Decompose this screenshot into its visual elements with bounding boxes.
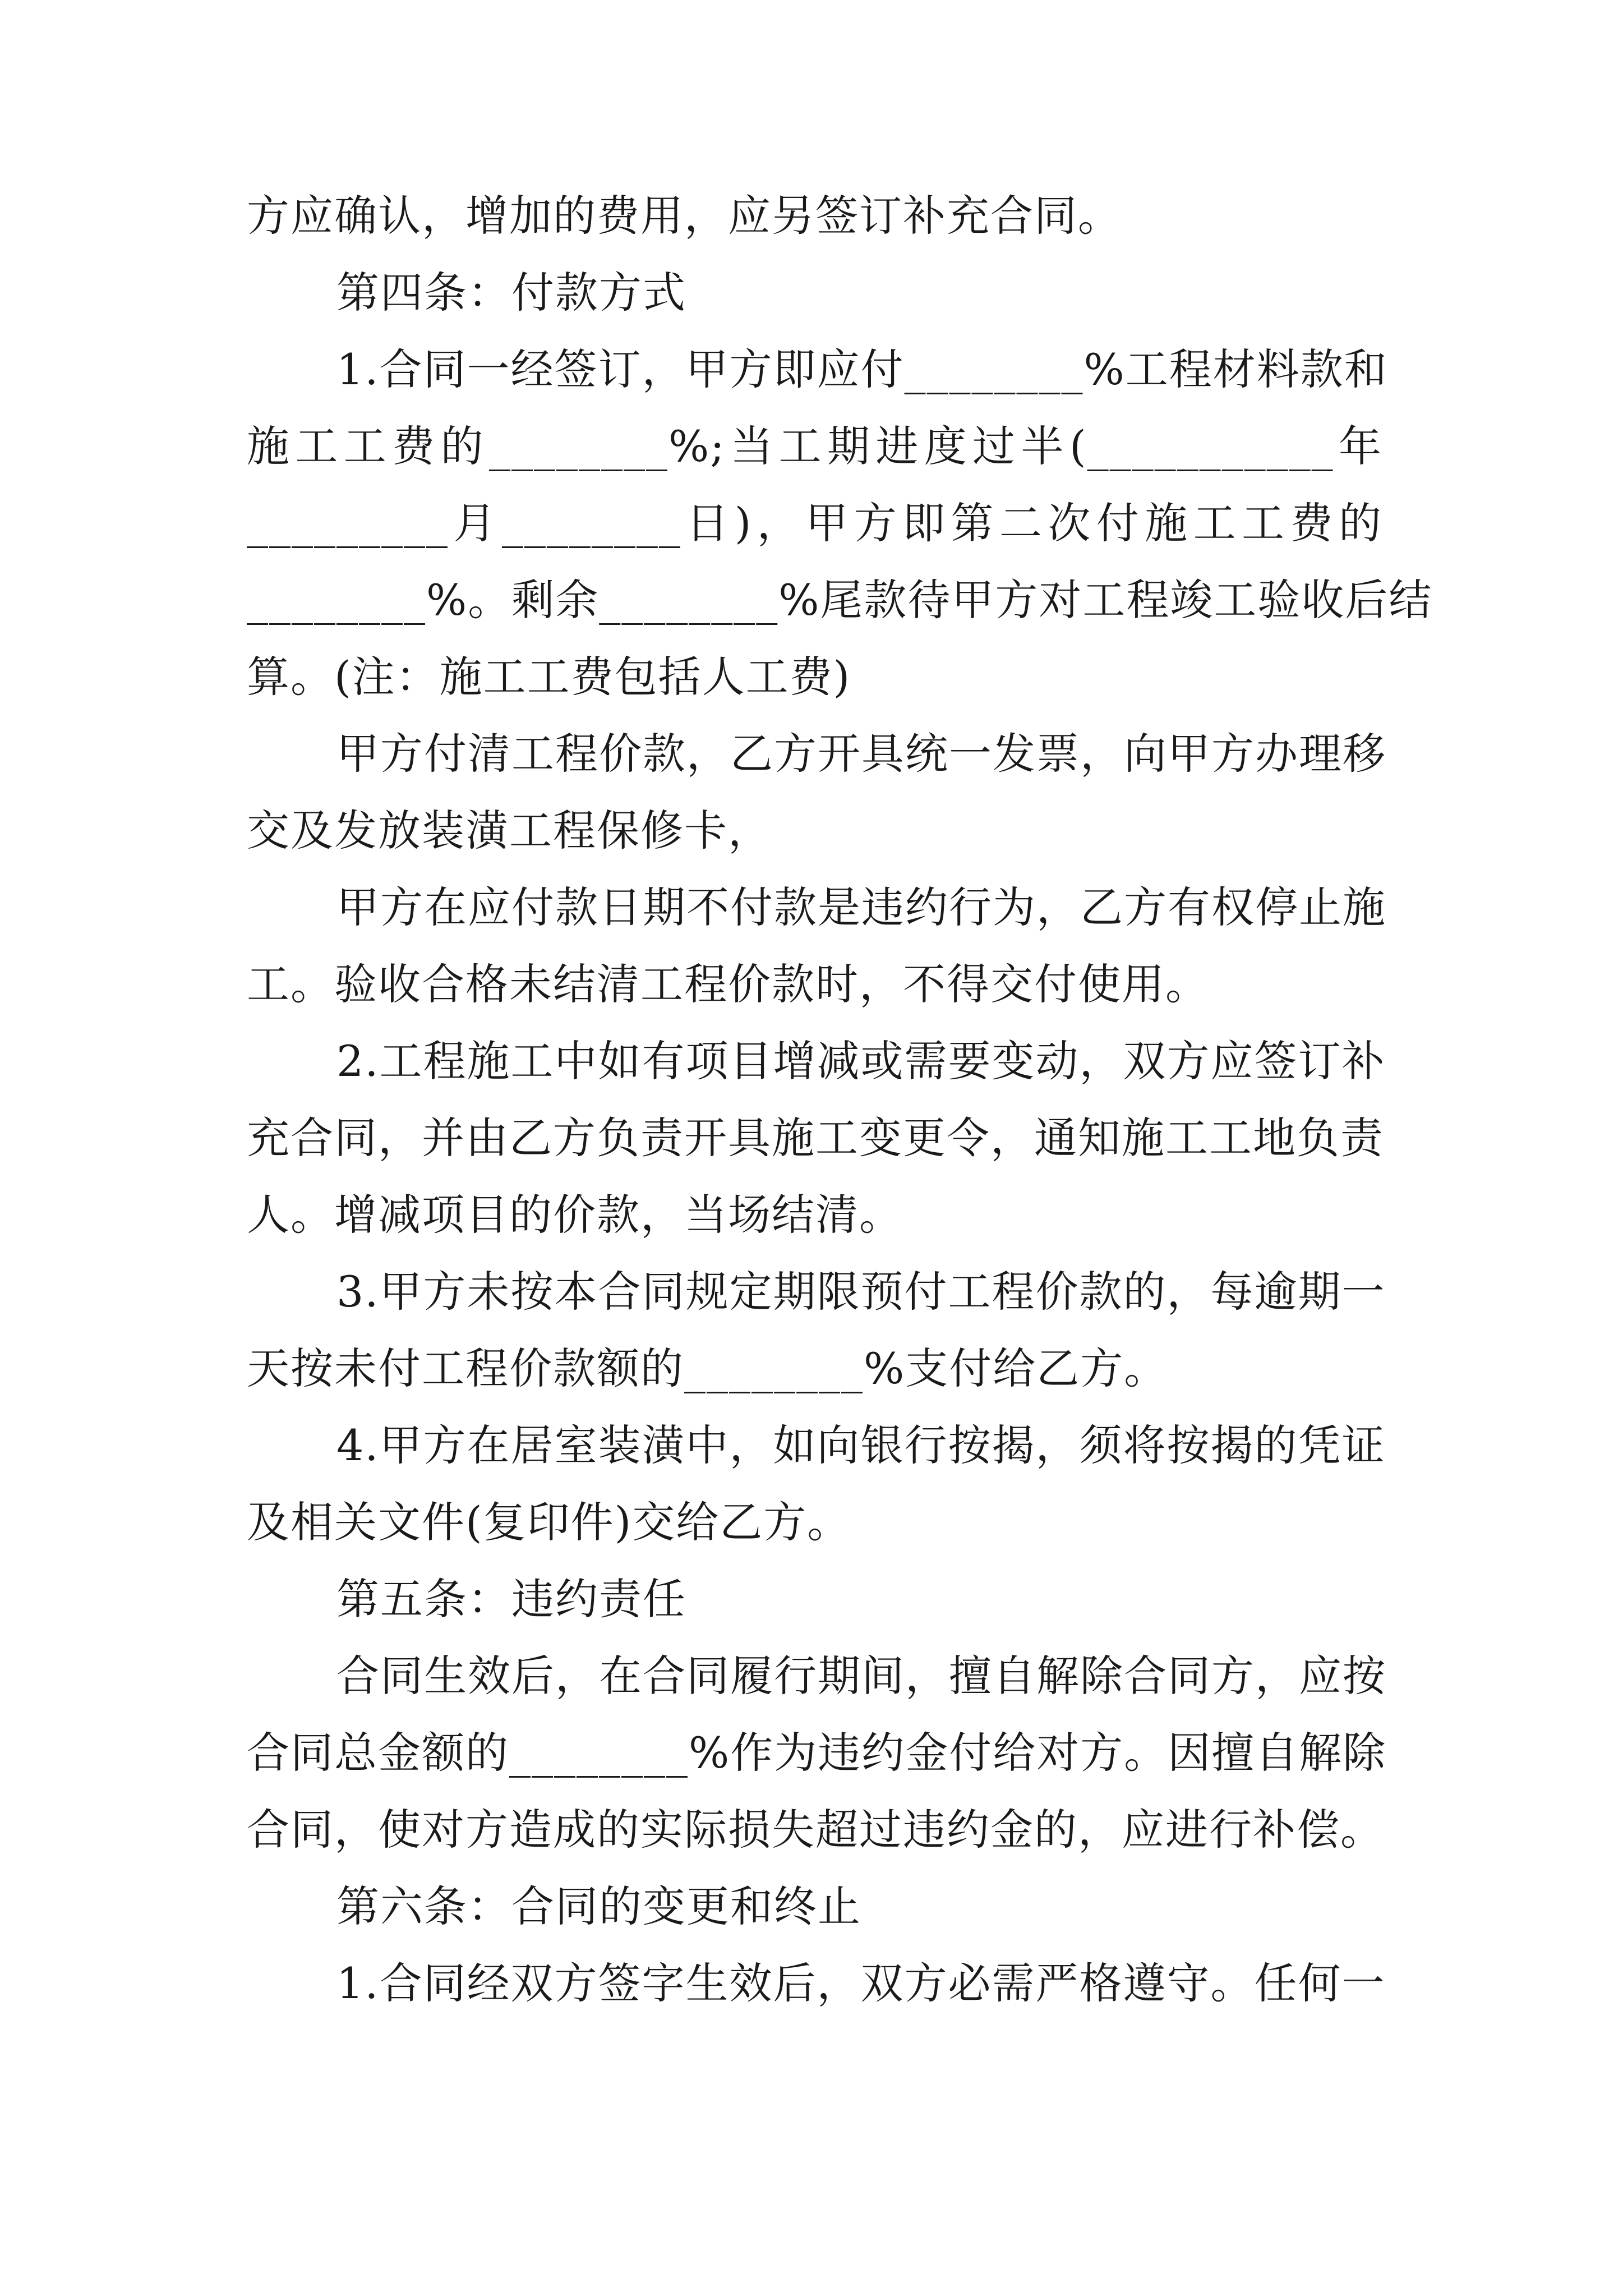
text-line: 施工工费的________%;当工期进度过半(___________年 (247, 421, 1382, 471)
text-line: 3.甲方未按本合同规定期限预付工程价款的，每逾期一 (336, 1267, 1386, 1317)
text-line: 人。增减项目的价款，当场结清。 (247, 1190, 903, 1240)
text-line: 及相关文件(复印件)交给乙方。 (247, 1497, 851, 1547)
text-line: 算。(注：施工工费包括人工费) (247, 652, 851, 702)
text-line: 工。验收合格未结清工程价款时，不得交付使用。 (247, 959, 1209, 1009)
text-line: 2.工程施工中如有项目增减或需要变动，双方应签订补 (336, 1036, 1386, 1086)
text-line: 1.合同一经签订，甲方即应付________%工程材料款和 (336, 344, 1388, 394)
text-line: 4.甲方在居室装潢中，如向银行按揭，须将按揭的凭证 (336, 1420, 1386, 1470)
text-line: 合同，使对方造成的实际损失超过违约金的，应进行补偿。 (247, 1805, 1384, 1855)
text-line: 充合同，并由乙方负责开具施工变更令，通知施工工地负责 (247, 1113, 1384, 1163)
section-heading-5: 第五条：违约责任 (336, 1574, 686, 1624)
text-line: 方应确认，增加的费用，应另签订补充合同。 (247, 191, 1122, 241)
text-line: _________月________日)，甲方即第二次付施工工费的 (247, 498, 1382, 548)
text-line: 1.合同经双方签字生效后，双方必需严格遵守。任何一 (336, 1958, 1386, 2008)
text-line: 甲方付清工程价款，乙方开具统一发票，向甲方办理移 (336, 729, 1386, 779)
text-line: 合同总金额的________%作为违约金付给对方。因擅自解除 (247, 1728, 1387, 1778)
text-line: 交及发放装潢工程保修卡， (247, 806, 772, 855)
section-heading-6: 第六条：合同的变更和终止 (336, 1881, 861, 1931)
section-heading-4: 第四条：付款方式 (336, 268, 686, 318)
text-line: 天按未付工程价款额的________%支付给乙方。 (247, 1343, 1168, 1393)
text-line: 合同生效后，在合同履行期间，擅自解除合同方，应按 (336, 1651, 1386, 1701)
text-line: 甲方在应付款日期不付款是违约行为，乙方有权停止施 (336, 882, 1386, 932)
text-line: ________%。剩余________%尾款待甲方对工程竣工验收后结 (247, 575, 1433, 625)
